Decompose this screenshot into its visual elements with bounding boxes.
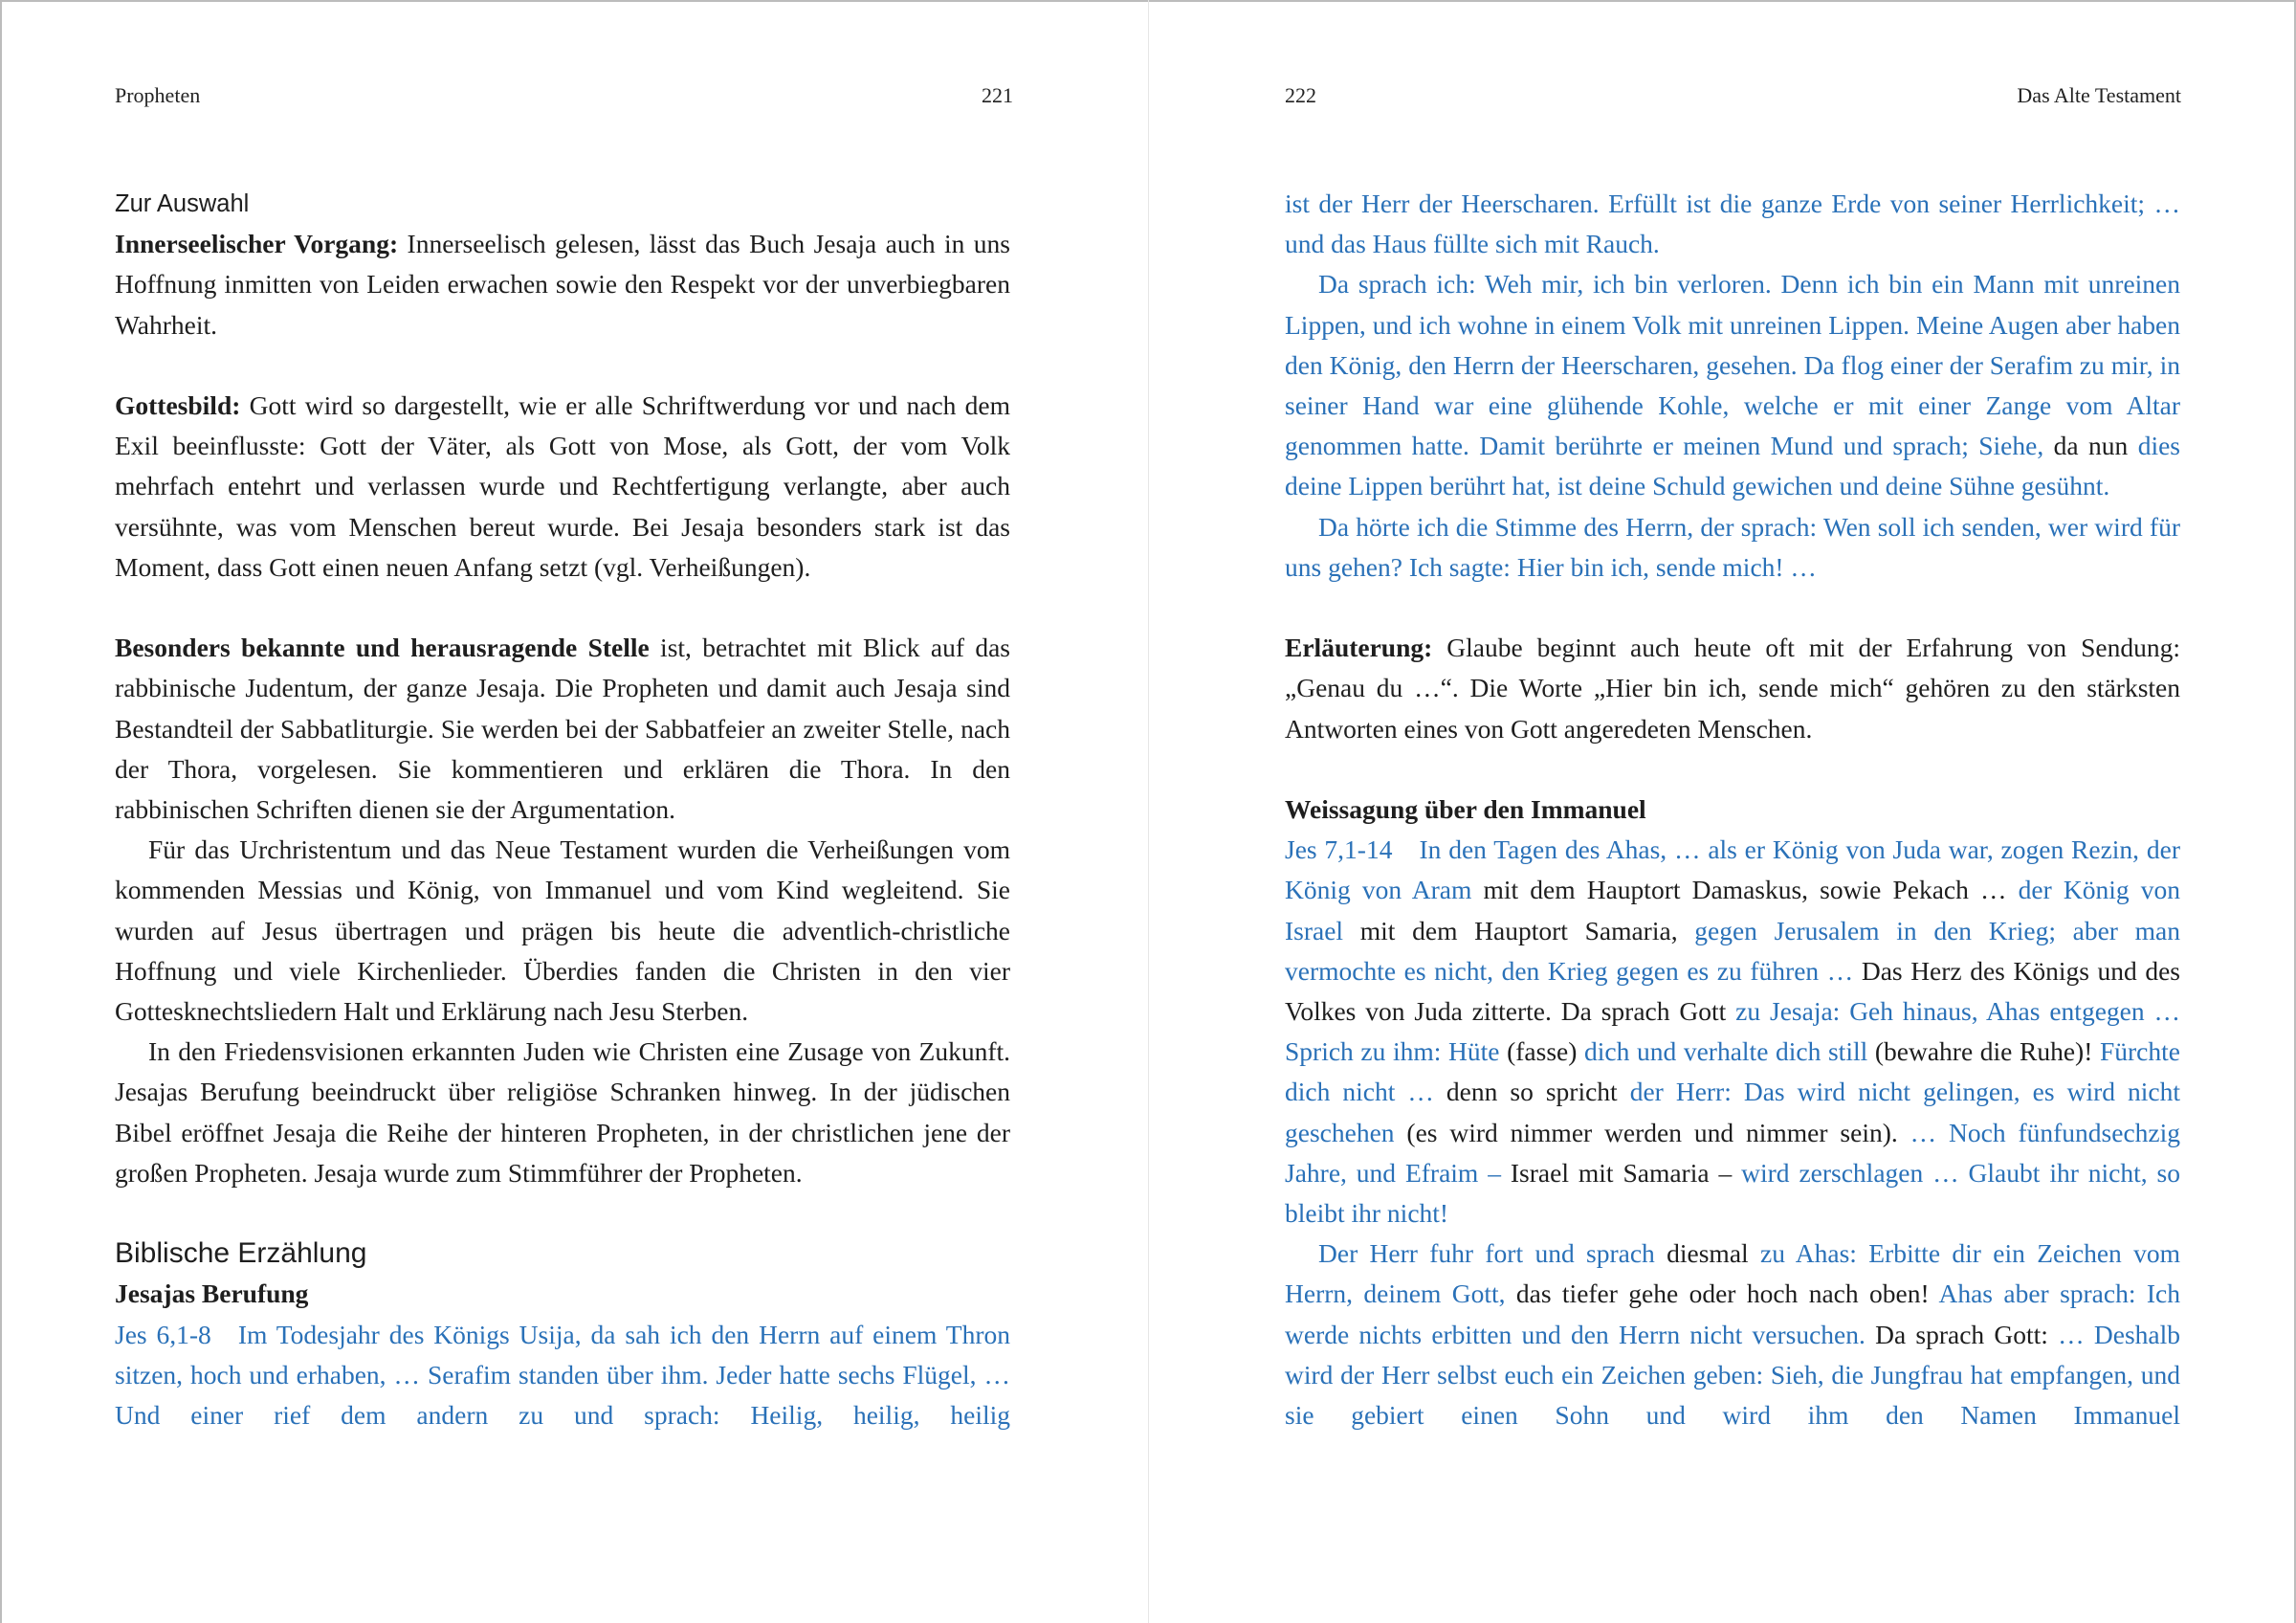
- left-text-column: [115, 184, 1010, 1435]
- section-heading-biblische-erzaehlung: Biblische Erzählung: [115, 1237, 367, 1270]
- paragraph-urchristentum: Für das Urchristentum und das Neue Testament wurden die Verheißungen vom kommenden Messias und König, von Immanuel und vom Kind wegleitend. Sie wurden auf Jesus übertragen und prägen bis heute die adventlich-christliche Hoffnung und viele Kirchenlieder. Überdies fanden die Christen in den vier Gottesknechtsliedern Halt und Erklärung nach Jesu Sterben.: [115, 834, 1010, 1027]
- commentary-segment: Das Herz des Königs und des Volkes von Juda zitterte. Da sprach Gott: [1285, 955, 2180, 1027]
- scripture-quote-segment: In den Tagen des Ahas, … als er König von Juda war, zogen Rezin, der König von Aram: [1285, 834, 2180, 905]
- section-heading-zur-auswahl: Zur Auswahl: [115, 190, 250, 217]
- running-head-left: Propheten: [115, 83, 201, 107]
- commentary-segment: da nun: [2043, 431, 2138, 461]
- scripture-quote-segment: Der Herr fuhr fort und sprach: [1318, 1238, 1655, 1269]
- scripture-quote-segment: dies deine Lippen berührt hat, ist deine Schuld gewichen und deine Sühne gesühnt.: [1285, 431, 2180, 501]
- paragraph-gottesbild: [115, 386, 1010, 588]
- scripture-paragraph-sende-mich: [1285, 507, 2180, 588]
- paragraph-friedensvisionen: In den Friedensvisionen erkannten Juden wie Christen eine Zusage von Zukunft. Jesajas Berufung beeindruckt über religiöse Schranken hinweg. In der jüdischen Bibel eröffnet Jesaja die Reihe der hinteren Propheten, in der christlichen jene der großen Propheten. Jesaja wurde zum Stimmführer der Propheten.: [115, 1036, 1010, 1188]
- scripture-quote-segment: dich und verhalte dich still: [1584, 1036, 1868, 1067]
- scripture-passage-jes-7-text: [1285, 834, 2180, 1228]
- scripture-quote-segment: Fürchte dich nicht …: [1285, 1036, 2180, 1107]
- commentary-segment: mit dem Hauptort Samaria,: [1343, 915, 1695, 945]
- scripture-reference: Jes 7,1-14: [1285, 834, 1393, 865]
- scripture-quote-segment: … Noch fünfundsechzig Jahre, und Efraim –: [1285, 1117, 2180, 1188]
- scripture-quote-segment: wird zerschlagen … Glaubt ihr nicht, so bleibt ihr nicht!: [1285, 1157, 2180, 1229]
- page-number-left: 221: [982, 83, 1013, 107]
- commentary-segment: das tiefer gehe oder hoch nach oben!: [1505, 1278, 1939, 1309]
- commentary-segment: Israel mit Samaria –: [1500, 1157, 1742, 1188]
- commentary-segment: (es wird nimmer werden und nimmer sein).: [1394, 1117, 1910, 1147]
- commentary-segment: Glaube beginnt auch heute oft mit der Erfahrung von Sendung: „Genau du …“. Die Worte „Hier bin ich, sende mich“ gehören zu den stärksten Antworten eines von Gott angeredeten Menschen.: [1285, 633, 2180, 744]
- paragraph-gap: [115, 588, 1010, 628]
- running-head-right: Das Alte Testament: [2017, 83, 2181, 107]
- paragraph-gap: [115, 1193, 1010, 1234]
- scripture-quote-segment: der König von Israel: [1285, 875, 2180, 945]
- bold-lead-term: Gottesbild:: [115, 390, 241, 420]
- paragraph-gap: [1285, 749, 2180, 789]
- commentary-segment: diesmal: [1654, 1238, 1760, 1269]
- commentary-segment: ist, betrachtet mit Blick auf das rabbinische Judentum, der ganze Jesaja. Die Propheten und damit auch Jesaja sind Bestandteil der Sabbatliturgie. Sie werden bei der Sabbatfeier an zweiter Stelle, nach der Thora, vorgelesen. Sie kommentieren und erklären die Thora. In den rabbinischen Schriften dienen sie der Argumentation.: [115, 633, 1010, 825]
- scripture-quote-segment: … Deshalb wird der Herr selbst euch ein Zeichen geben: Sieh, die Jungfrau hat empfangen, und sie gebiert einen Sohn und wird ihm den Namen Immanuel: [1285, 1319, 2180, 1431]
- scripture-quote-segment: gegen Jerusalem in den Krieg; aber man vermochte es nicht, den Krieg gegen es zu führen …: [1285, 915, 2180, 986]
- bold-lead-term: Erläuterung:: [1285, 633, 1433, 663]
- scripture-reference: Jes 6,1-8: [115, 1319, 211, 1349]
- scripture-text: Im Todesjahr des Königs Usija, da sah ich den Herrn auf einem Thron sitzen, hoch und erhaben, … Serafim standen über ihm. Jeder hatte sechs Flügel, … Und einer rief dem andern zu und sprach: Heilig, heilig, heilig: [115, 1319, 1010, 1431]
- scripture-paragraph-weh-mir: [1285, 264, 2180, 506]
- paragraph-gap: [1285, 588, 2180, 628]
- scripture-quote-segment: ist der Herr der Heerscharen. Erfüllt ist die ganze Erde von seiner Herrlichkeit; … und das Haus füllte sich mit Rauch.: [1285, 189, 2180, 259]
- right-text-column: [1285, 184, 2180, 1435]
- scripture-passage-jes-7: [1285, 830, 2180, 1234]
- commentary-segment: Da sprach Gott:: [1865, 1319, 2059, 1349]
- paragraph-innerseelischer-vorgang: [115, 224, 1010, 345]
- commentary-segment: (fasse): [1499, 1036, 1585, 1067]
- scripture-quote-segment: Ahas aber sprach: Ich werde nichts erbitten und den Herrn nicht versuchen.: [1285, 1278, 2180, 1349]
- scripture-quote-segment: zu Ahas: Erbitte dir ein Zeichen vom Herrn, deinem Gott,: [1285, 1238, 2180, 1309]
- paragraph-erlaeuterung: [1285, 628, 2180, 749]
- scripture-quote-segment: Da hörte ich die Stimme des Herrn, der sprach: Wen soll ich senden, wer wird für uns gehen? Ich sagte: Hier bin ich, sende mich! …: [1285, 511, 2180, 582]
- scripture-paragraph-zeichen: [1285, 1234, 2180, 1435]
- scripture-passage-jes-6: [115, 1315, 1010, 1436]
- subheading-jesajas-berufung: Jesajas Berufung: [115, 1278, 309, 1309]
- commentary-segment: Gott wird so dargestellt, wie er alle Schriftwerdung vor und nach dem Exil beeinflusste: Gott der Väter, als Gott von Mose, als Gott, der vom Volk mehrfach entehrt und verlassen wurde und Rechtfertigung verlangte, aber auch versühnte, was vom Menschen bereut wurde. Bei Jesaja besonders stark ist das Moment, dass Gott einen neuen Anfang setzt (vgl. Verheißungen).: [115, 390, 1010, 582]
- scripture-quote-segment: Da sprach ich: Weh mir, ich bin verloren. Denn ich bin ein Mann mit unreinen Lippen, und ich wohne in einem Volk mit unreinen Lippen. Meine Augen aber haben den König, den Herrn der Heerscharen, gesehen. Da flog einer der Serafim zu mir, in seiner Hand war eine glühende Kohle, welche er mit einer Zange vom Altar genommen hatte. Damit berührte er meinen Mund und sprach; Siehe,: [1285, 269, 2180, 461]
- right-page: [1148, 0, 2296, 1623]
- commentary-segment: mit dem Hauptort Damaskus, sowie Pekach …: [1471, 875, 2019, 905]
- paragraph-gap: [115, 345, 1010, 386]
- commentary-segment: Innerseelisch gelesen, lässt das Buch Jesaja auch in uns Hoffnung inmitten von Leiden erwachen sowie den Respekt vor der unverbiegbaren Wahrheit.: [115, 229, 1010, 340]
- scripture-continuation: [1285, 184, 2180, 264]
- scripture-quote-segment: der Herr: Das wird nicht gelingen, es wird nicht geschehen: [1285, 1077, 2180, 1147]
- commentary-segment: (bewahre die Ruhe)!: [1867, 1036, 2100, 1067]
- scripture-quote-segment: zu Jesaja: Geh hinaus, Ahas entgegen … Sprich zu ihm: Hüte: [1285, 996, 2180, 1067]
- subheading-weissagung-immanuel: Weissagung über den Immanuel: [1285, 794, 1646, 825]
- page-number-right: 222: [1285, 83, 1316, 107]
- bold-lead-term: Besonders bekannte und herausragende Stelle: [115, 633, 650, 663]
- paragraph-besonders-bekannte-stelle: [115, 628, 1010, 830]
- bold-lead-term: Innerseelischer Vorgang:: [115, 229, 399, 259]
- commentary-segment: denn so spricht: [1433, 1077, 1630, 1107]
